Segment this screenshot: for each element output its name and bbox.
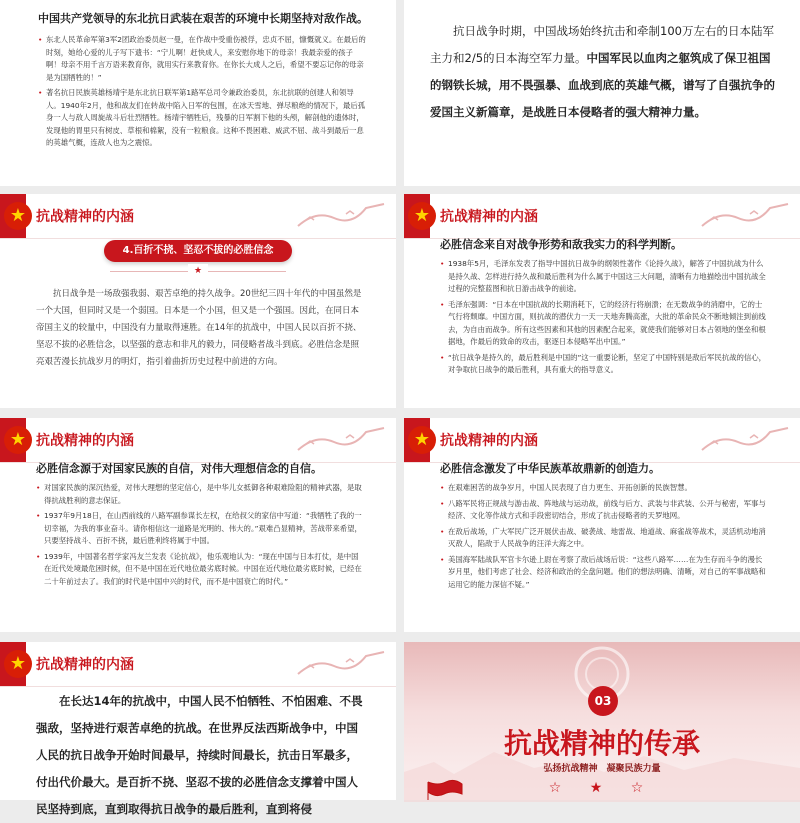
star-icon: ★ [4, 650, 32, 678]
slide-header [0, 418, 396, 463]
great-wall-icon [700, 200, 790, 230]
header-title: 抗战精神的内涵 [36, 433, 134, 449]
flag-icon [424, 782, 464, 800]
paragraph-normal: 抗日战争时期，中国战场始终抗击和牵制100万左右的日本陆军主力和2/5的日本海空军力量。 [430, 24, 774, 65]
slide-paragraph: 抗日战争是一场敌强我弱、艰苦卓绝的持久战争。20世纪三四十年代的中国虽然是一个大国，但同时又是一个弱国。日本是一个小国，但又是一个强国。因此，在同日本帝国主义的较量中，中国没有力量取得速胜。在14年的抗战中，中国人民以百折不挠、坚忍不拔的必胜信念，以坚强的意志和非凡的毅力，同侵略者战斗到底。必胜信念是照亮艰苦漫长抗战岁月的明灯，指引着曲折历史过程中前进的方向。 [36, 289, 362, 367]
slide-header [0, 642, 396, 687]
topic-pill [104, 240, 292, 262]
section-number-badge [588, 686, 618, 716]
slide-header [0, 194, 396, 239]
star-icon: ★ [4, 202, 32, 230]
slide-national-confidence [0, 418, 396, 632]
bullet-item: • 1937年9月18日，在山西前线的八路军副参谋长左权，在给叔父的家信中写道：“我牺牲了我的一切幸福，为我的事业奋斗。请你相信这一道路是光明的、伟大的。”艰难凸显精神，苦战带来希望，只要坚持战斗、百折不挠，最后胜利终将属于中国。 [36, 510, 364, 548]
slide-lead: 必胜信念来自对战争形势和敌我实力的科学判断。 [440, 238, 682, 251]
bullet-item: • 在敌后战场，广大军民广泛开展伏击战、破袭战、地雷战、地道战、麻雀战等战术，灵活机动地消灭敌人，陷敌于人民战争的汪洋大海之中。 [440, 526, 768, 551]
bullet-item: • “抗日战争是持久的，最后胜利是中国的”这一重要论断，坚定了中国特别是敌后军民抗战的信心，对争取抗日战争的最后胜利，具有重大的指导意义。 [440, 352, 768, 377]
slide-lead: 必胜信念激发了中华民族革故鼎新的创造力。 [440, 462, 660, 475]
star-icon: ★ [408, 202, 436, 230]
slide-header [404, 194, 800, 239]
slide-indomitable-belief [0, 194, 396, 408]
topic-pill-label: 4.百折不挠、坚忍不拔的必胜信念 [122, 245, 274, 256]
bullet-item: • 在艰难困苦的战争岁月，中国人民表现了自力更生、开拓创新的民族智慧。 [440, 482, 768, 495]
slide-lead: 必胜信念源于对国家民族的自信，对伟大理想信念的自信。 [36, 462, 322, 475]
header-title: 抗战精神的内涵 [36, 209, 134, 225]
header-title: 抗战精神的内涵 [36, 657, 134, 673]
bullet-item: • 东北人民革命军第3军2团政治委员赵一曼，在作战中受重伤被俘，忠贞不屈，慷慨就义。在最后的时刻，她给心爱的儿子写下遗书：“宁儿啊！赶快成人，来安慰你地下的母亲！我最亲爱的孩子啊！母亲不用千言万语来教育你，就用实行来教育你。在你长大成人之后，希望不要忘记你的母亲是为国牺牲的！” [38, 34, 366, 84]
bullet-item: • 毛泽东强调：“日本在中国抗战的长期消耗下，它的经济行将崩溃；在无数战争的消磨中，它的士气行将颓靡。中国方面，则抗战的潜伏力一天一天地奔腾高涨，大批的革命民众不断地倾注到前线去，为自由而战争。所有这些因素和其他的因素配合起来，就使我们能够对日本占领地的堡垒和根据地，作最后的致命的攻击，驱逐日本侵略军出中国。” [440, 299, 768, 349]
paragraph-strong: 中国军民以血肉之躯筑成了保卫祖国的钢铁长城，用不畏强暴、血战到底的英雄气概，谱写了自强抗争的爱国主义新篇章，是战胜日本侵略者的强大精神力量。 [430, 51, 775, 119]
section-subtitle: 弘扬抗战精神 凝聚民族力量 [543, 764, 661, 774]
great-wall-icon [700, 424, 790, 454]
slide-header [404, 418, 800, 463]
bullet-item: • 1939年，中国著名哲学家冯友兰发表《论抗战》，他乐观地认为：“现在中国与日本打仗，是中国在近代处境最危困时候，但不是中国在近代地位最劣底时候。中国在近代地位最劣底时候，已经在二十年前过去了。我们的时代是中国中兴的时代，而不是中国衰亡的时代。” [36, 551, 364, 589]
star-icon: ★ [408, 426, 436, 454]
slide-fourteen-years [0, 642, 396, 816]
bullet-item: • 1938年5月，毛泽东发表了指导中国抗日战争的纲领性著作《论持久战》，解答了中国抗战为什么是持久战、怎样进行持久战和最后胜利为什么属于中国这三大问题，清晰有力地描绘出中国抗战全过程的完整蓝图和抗日游击战争的前途。 [440, 258, 768, 296]
section-title: 抗战精神的传承 [503, 727, 700, 760]
bullet-item: • 对国家民族的深沉热爱，对伟大理想的坚定信心，是中华儿女抵御各种艰难险阻的精神武器，是取得抗战胜利的意志保证。 [36, 482, 364, 507]
slide-northeast-resistance [0, 0, 396, 186]
great-wall-icon [296, 200, 386, 230]
slide-paragraph: 在长达14年的抗战中，中国人民不怕牺牲、不怕困难、不畏强敌，坚持进行艰苦卓绝的抗战。在世界反法西斯战争中，中国人民的抗日战争开始时间最早，持续时间最长，抗击日军最多，付出代价最大。是百折不挠、坚忍不拔的必胜信念支撑着中国人民坚持到底，直到取得抗日战争的最后胜利，直到将侵 [36, 694, 363, 816]
great-wall-icon [296, 648, 386, 678]
slide-creativity [404, 418, 800, 632]
bullet-item: • 著名抗日民族英雄杨靖宇是东北抗日联军第1路军总司令兼政治委员，东北抗联的创建人和领导人。1940年2月，他和战友们在转战中陷入日军的包围，在冰天雪地、弹尽粮绝的情况下，最后孤身一人与敌人周旋战斗后壮烈牺牲。杨靖宇牺牲后，残暴的日军割下他的头颅，解剖他的遗体时，发现他的胃里只有树皮、草根和棉絮，没有一粒粮食。这种不畏困难、威武不屈、战斗到最后一息的英雄气概，连敌人也为之震惊。 [38, 87, 366, 150]
slide-paragraph [430, 18, 776, 126]
bullet-item: • 八路军民将正规战与游击战、阵地战与运动战，前线与后方、武装与非武装、公开与秘密，军事与经济、文化等作战方式和手段密切结合，形成了抗击侵略者的天罗地网。 [440, 498, 768, 523]
slide-scientific-judgment [404, 194, 800, 408]
pill-underline-star: ★ [110, 268, 286, 276]
slide-lead: 中国共产党领导的东北抗日武装在艰苦的环境中长期坚持对敌作战。 [38, 12, 368, 25]
header-title: 抗战精神的内涵 [440, 209, 538, 225]
great-wall-icon [296, 424, 386, 454]
slide-chinese-battlefield [404, 0, 800, 186]
section-stars: ☆ ★ ☆ [548, 780, 656, 796]
bullet-item: • 美国海军陆战队军官卡尔逊上尉在考察了敌后战场后说：“这些八路军……在为生存而斗争的漫长岁月里，他们考虑了社会、经济和政治的全盘问题。他们的想法明确、清晰，对自己的军事战略和运用它的能力深信不疑。” [440, 554, 768, 592]
star-icon: ★ [4, 426, 32, 454]
slide-section-title [404, 642, 800, 800]
section-number: 03 [594, 694, 612, 708]
header-title: 抗战精神的内涵 [440, 433, 538, 449]
